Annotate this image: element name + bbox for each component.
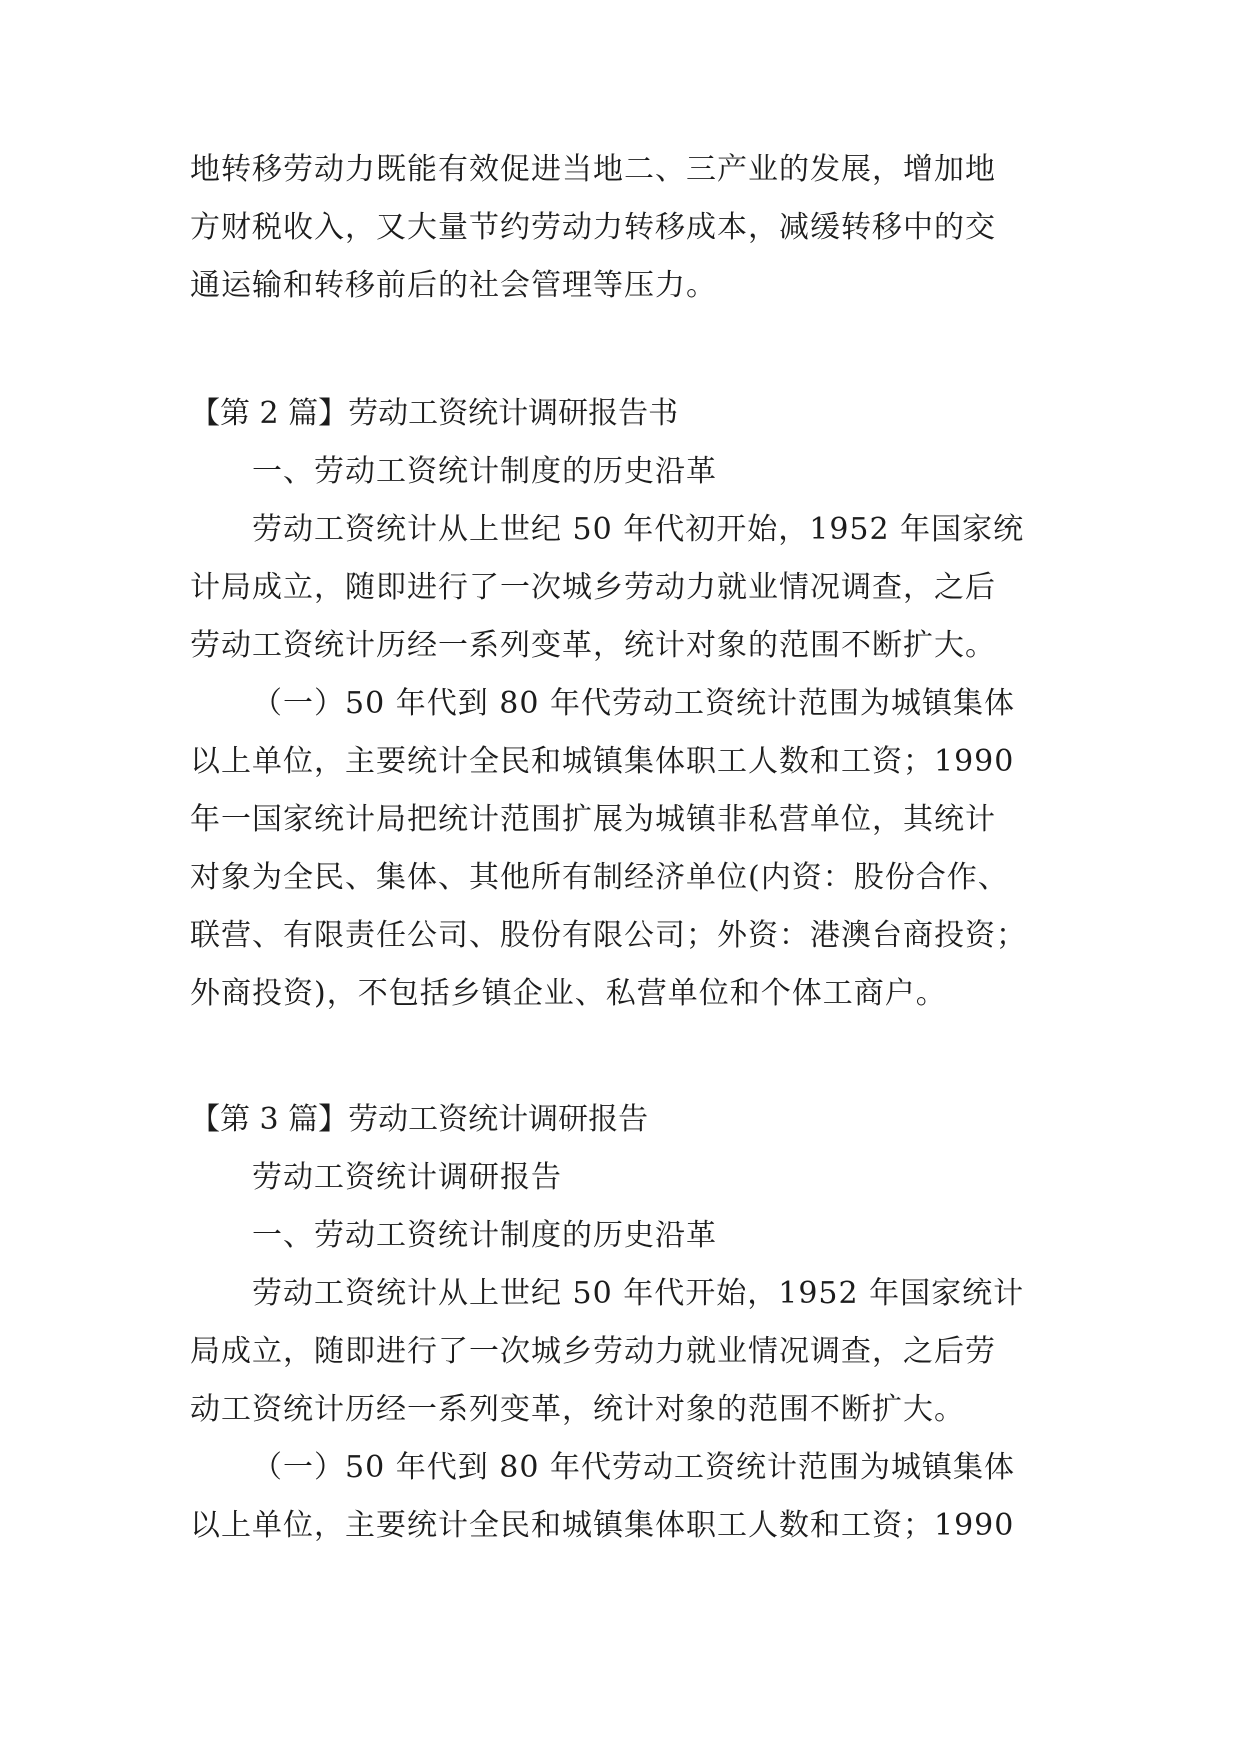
subheading: 一、劳动工资统计制度的历史沿革 xyxy=(252,1218,717,1253)
paragraph-line: 地转移劳动力既能有效促进当地二、三产业的发展，增加地 xyxy=(190,152,996,187)
section-2-heading: 【第 2 篇】劳动工资统计调研报告书 xyxy=(190,396,679,431)
paragraph-line: 通运输和转移前后的社会管理等压力。 xyxy=(190,268,717,303)
paragraph-line: （一）50 年代到 80 年代劳动工资统计范围为城镇集体 xyxy=(252,1450,1015,1485)
paragraph-line: 动工资统计历经一系列变革，统计对象的范围不断扩大。 xyxy=(190,1392,965,1427)
paragraph-line: 方财税收入，又大量节约劳动力转移成本，减缓转移中的交 xyxy=(190,210,996,245)
paragraph-line: 计局成立，随即进行了一次城乡劳动力就业情况调查，之后 xyxy=(190,570,996,605)
paragraph-line: 联营、有限责任公司、股份有限公司；外资：港澳台商投资； xyxy=(190,918,1027,953)
paragraph-line: 年一国家统计局把统计范围扩展为城镇非私营单位，其统计 xyxy=(190,802,996,837)
paragraph-line: 劳动工资统计从上世纪 50 年代开始，1952 年国家统计 xyxy=(252,1276,1025,1311)
subheading: 一、劳动工资统计制度的历史沿革 xyxy=(252,454,717,489)
paragraph-line: 以上单位，主要统计全民和城镇集体职工人数和工资；1990 xyxy=(190,1508,1015,1543)
paragraph-line: 外商投资)，不包括乡镇企业、私营单位和个体工商户。 xyxy=(190,976,947,1011)
paragraph-line: 局成立，随即进行了一次城乡劳动力就业情况调查，之后劳 xyxy=(190,1334,996,1369)
subheading: 劳动工资统计调研报告 xyxy=(252,1160,562,1195)
paragraph-line: （一）50 年代到 80 年代劳动工资统计范围为城镇集体 xyxy=(252,686,1015,721)
paragraph-line: 对象为全民、集体、其他所有制经济单位(内资：股份合作、 xyxy=(190,860,1009,895)
paragraph-line: 劳动工资统计从上世纪 50 年代初开始，1952 年国家统 xyxy=(252,512,1025,547)
section-3-heading: 【第 3 篇】劳动工资统计调研报告 xyxy=(190,1102,649,1137)
paragraph-line: 劳动工资统计历经一系列变革，统计对象的范围不断扩大。 xyxy=(190,628,996,663)
paragraph-line: 以上单位，主要统计全民和城镇集体职工人数和工资；1990 xyxy=(190,744,1015,779)
